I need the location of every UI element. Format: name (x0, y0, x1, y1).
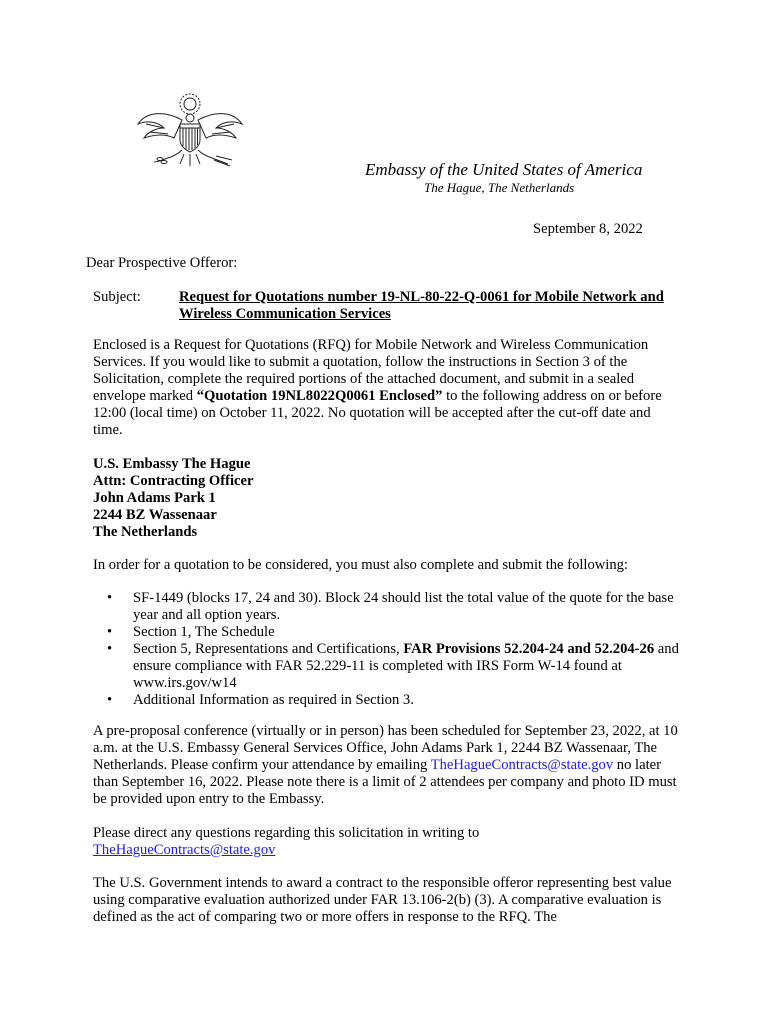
bullet-icon: • (107, 641, 113, 657)
list-item (93, 692, 693, 709)
subject-text: Request for Quotations number 19-NL-80-22-Q-0061 for Mobile Network and Wireless Communication Services (179, 289, 664, 322)
paragraph-text: Please direct any questions regarding this solicitation in writing to (93, 825, 480, 841)
paragraph-questions (93, 825, 683, 859)
mailing-address (93, 456, 683, 541)
far-provisions: FAR Provisions 52.204-24 and 52.204-26 (403, 641, 655, 657)
bullet-icon: • (107, 590, 113, 606)
paragraph-conference (93, 723, 683, 808)
address-line: U.S. Embassy The Hague (93, 456, 251, 472)
embassy-name: Embassy of the United States of America (365, 160, 643, 179)
list-item (93, 624, 693, 641)
paragraph-text: to the following address on or before 12:00 (local time) on October 11, 2022. No quotation will be accepted after the cut-off date and time. (93, 388, 662, 438)
address-line: Attn: Contracting Officer (93, 473, 254, 489)
paragraph-text: no later than September 16, 2022. Please note there is a limit of 2 attendees per company and photo ID must be provided upon entry to the Embassy. (93, 757, 677, 807)
email-link[interactable]: TheHagueContracts@state.gov (430, 757, 614, 773)
great-seal-eagle-icon (134, 90, 246, 170)
embassy-city: The Hague, The Netherlands (424, 180, 575, 195)
paragraph-requirements: In order for a quotation to be considered, you must also complete and submit the following: (93, 557, 628, 573)
salutation: Dear Prospective Offeror: (86, 255, 238, 271)
envelope-marking: “Quotation 19NL8022Q0061 Enclosed” (196, 388, 443, 404)
list-item-text: SF-1449 (blocks 17, 24 and 30). Block 24 should list the total value of the quote for the base year and all option years. (133, 590, 674, 623)
paragraph-text: Enclosed is a Request for Quotations (RFQ) for Mobile Network and Wireless Communication Services. If you would like to submit a quotation, follow the instructions in Section 3 of the Solicitation, complete the required portions of the attached document, and submit in a sealed envelope marked (93, 337, 649, 404)
letter-date: September 8, 2022 (533, 221, 643, 237)
list-item-text: Additional Information as required in Section 3. (133, 692, 414, 708)
email-link[interactable]: TheHagueContracts@state.gov (93, 842, 276, 858)
address-line: John Adams Park 1 (93, 490, 216, 506)
address-line: The Netherlands (93, 524, 198, 540)
list-item (93, 641, 693, 692)
address-line: 2244 BZ Wassenaar (93, 507, 217, 523)
subject-label: Subject: (93, 289, 141, 305)
bullet-icon: • (107, 692, 113, 708)
list-item-text: Section 1, The Schedule (133, 624, 275, 640)
paragraph-award: The U.S. Government intends to award a contract to the responsible offeror representing best value using comparative evaluation authorized under FAR 13.106-2(b) (3). A comparative evaluation is defined as the act of comparing two or more offers in response to the RFQ. The (93, 875, 672, 925)
requirements-list (93, 590, 693, 709)
list-item-text: and ensure compliance with FAR 52.229-11 is completed with IRS Form W-14 found at www.irs.gov/w14 (133, 641, 679, 691)
bullet-icon: • (107, 624, 113, 640)
list-item-text: Section 5, Representations and Certifications, (133, 641, 404, 657)
paragraph-text: A pre-proposal conference (virtually or in person) has been scheduled for September 23, 2022, at 10 a.m. at the U.S. Embassy General Services Office, John Adams Park 1, 2244 BZ Wassenaar, The Netherlands. Please confirm your attendance by emailing (93, 723, 678, 773)
list-item (93, 590, 693, 624)
paragraph-instructions (93, 337, 683, 439)
